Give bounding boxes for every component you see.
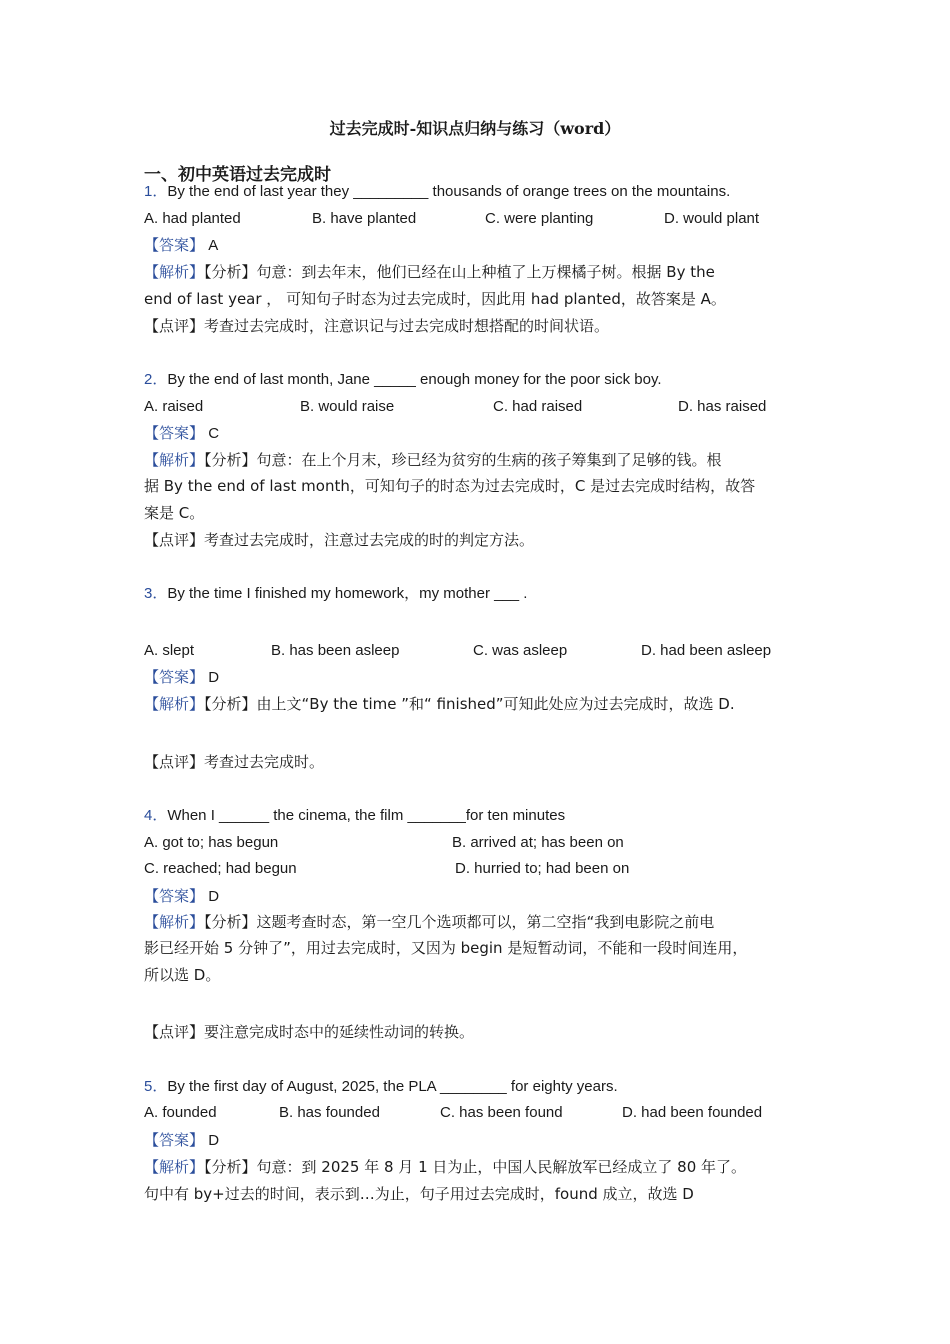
question-5-stem	[144, 1076, 618, 1098]
analysis-text: 【分析】由上文“By the time ”和“ finished”可知此处应为过去完成时，故选 D.	[204, 695, 735, 713]
option-a: A. had planted	[144, 210, 241, 227]
document-title: 过去完成时-知识点归纳与练习（word）	[329, 119, 621, 138]
answer-tag: 【答案】	[144, 424, 205, 442]
option-b: B. would raise	[300, 398, 395, 415]
analysis-continuation: end of last year ， 可知句子时态为过去完成时，因此用 had planted，故答案是 A。	[144, 290, 726, 308]
analysis-continuation: 案是 C。	[144, 504, 205, 522]
answer-line	[144, 666, 219, 689]
option-d: D. would plant	[664, 210, 760, 227]
option-d: D. has raised	[678, 398, 767, 415]
comment-line: 【点评】考查过去完成时，注意识记与过去完成时想搭配的时间状语。	[144, 317, 610, 335]
analysis-tag: 【解析】	[144, 451, 205, 469]
question-text: By the end of last year they _________ thousands of orange trees on the mountains.	[167, 183, 731, 200]
option-a: A. slept	[144, 642, 195, 659]
option-b: B. arrived at; has been on	[452, 834, 624, 851]
analysis-text: 【分析】句意：到去年末，他们已经在山上种植了上万棵橘子树。根据 By the	[204, 263, 715, 281]
answer-value: D	[208, 1132, 220, 1149]
question-number: 2．	[144, 371, 168, 388]
question-text: When I ______ the cinema, the film _______for ten minutes	[167, 807, 566, 824]
option-a: A. got to; has begun	[144, 834, 279, 851]
question-number: 4．	[144, 807, 168, 824]
answer-tag: 【答案】	[144, 236, 205, 254]
answer-value: D	[208, 888, 220, 905]
analysis-tag: 【解析】	[144, 263, 205, 281]
analysis-text: 【分析】句意：在上个月末，珍已经为贫穷的生病的孩子筹集到了足够的钱。根	[204, 451, 722, 469]
option-b: B. have planted	[312, 210, 417, 227]
question-text: By the end of last month, Jane _____ enough money for the poor sick boy.	[167, 371, 662, 388]
option-c: C. reached; had begun	[144, 860, 297, 877]
option-c: C. has been found	[440, 1104, 563, 1121]
answer-line	[144, 1129, 219, 1152]
question-1-stem	[144, 181, 730, 203]
question-4-stem	[144, 805, 565, 827]
analysis-continuation: 句中有 by+过去的时间，表示到…为止，句子用过去完成时，found 成立，故选 D	[144, 1185, 694, 1203]
answer-line	[144, 885, 219, 908]
option-d: D. hurried to; had been on	[455, 860, 630, 877]
comment-line: 【点评】考查过去完成时，注意过去完成的时的判定方法。	[144, 531, 535, 549]
question-text: By the time I finished my homework，my mother ___ .	[167, 585, 528, 602]
option-c: C. was asleep	[473, 642, 568, 659]
answer-value: D	[208, 669, 220, 686]
question-text: By the first day of August, 2025, the PLA ________ for eighty years.	[167, 1078, 618, 1095]
analysis-continuation: 据 By the end of last month，可知句子的时态为过去完成时，C 是过去完成时结构，故答	[144, 477, 756, 495]
analysis-continuation: 所以选 D。	[144, 966, 221, 984]
answer-line	[144, 422, 219, 445]
analysis-line	[144, 1156, 746, 1178]
question-number: 1．	[144, 183, 168, 200]
option-d: D. had been asleep	[641, 642, 772, 659]
answer-line	[144, 234, 218, 257]
analysis-tag: 【解析】	[144, 1158, 205, 1176]
analysis-tag: 【解析】	[144, 913, 205, 931]
option-a: A. founded	[144, 1104, 217, 1121]
analysis-line	[144, 693, 735, 715]
question-2-stem	[144, 369, 662, 391]
section-heading: 一、初中英语过去完成时	[144, 165, 331, 185]
question-number: 3．	[144, 585, 168, 602]
analysis-continuation: 影已经开始 5 分钟了”，用过去完成时，又因为 begin 是短暂动词，不能和一段时间连用，	[144, 939, 748, 957]
analysis-text: 【分析】句意：到 2025 年 8 月 1 日为止，中国人民解放军已经成立了 80 年了。	[204, 1158, 747, 1176]
option-d: D. had been founded	[622, 1104, 763, 1121]
comment-line: 【点评】考查过去完成时。	[144, 753, 325, 771]
option-a: A. raised	[144, 398, 204, 415]
option-b: B. has been asleep	[271, 642, 400, 659]
option-c: C. had raised	[493, 398, 583, 415]
analysis-line	[144, 261, 715, 283]
analysis-tag: 【解析】	[144, 695, 205, 713]
question-3-stem	[144, 583, 527, 605]
answer-tag: 【答案】	[144, 887, 205, 905]
analysis-line	[144, 911, 714, 933]
option-c: C. were planting	[485, 210, 594, 227]
analysis-line	[144, 449, 722, 471]
question-number: 5．	[144, 1078, 168, 1095]
analysis-text: 【分析】这题考查时态，第一空几个选项都可以，第二空指“我到电影院之前电	[204, 913, 715, 931]
answer-tag: 【答案】	[144, 1131, 205, 1149]
comment-line: 【点评】要注意完成时态中的延续性动词的转换。	[144, 1023, 475, 1041]
option-b: B. has founded	[279, 1104, 380, 1121]
answer-value: C	[208, 425, 220, 442]
answer-tag: 【答案】	[144, 668, 205, 686]
answer-value: A	[208, 237, 219, 254]
